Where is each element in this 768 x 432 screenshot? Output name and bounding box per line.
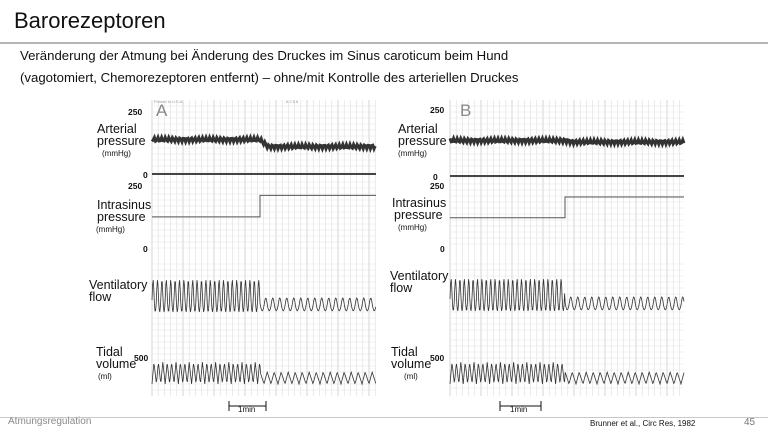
panel-b-letter: B [460,101,472,120]
panel-b-volume-label-2: volume [391,357,432,371]
panel-a-volume-label-2: volume [96,357,137,371]
panel-b-arterial-tick-bottom: 0 [433,172,438,182]
panel-a-arterial-label-1: Arterial [97,122,137,136]
panel-a-intrasinus-label-1: Intrasinus [97,198,152,212]
panel-b-flow-label-2: flow [390,281,413,295]
panel-a-arterial-tick-top: 250 [128,107,143,117]
panel-b-svg [388,96,688,417]
panel-a-intrasinus-tick-bottom: 0 [143,244,148,254]
panel-a-volume-unit: (ml) [98,372,112,381]
panel-b-intrasinus-label-2: pressure [394,208,443,222]
panel-a-traces [152,137,376,384]
figure-panel-a [89,96,380,417]
panel-a-time-label: 1min [238,405,256,414]
panel-b-flow-label-1: Ventilatory [390,269,449,283]
panel-a-volume-label-1: Tidal [96,345,123,359]
panel-a-arterial-label-2: pressure [97,134,146,148]
subtitle-line-1: Veränderung der Atmung bei Änderung des Druckes im Sinus caroticum beim Hund [20,48,509,63]
footer-divider [0,417,768,418]
panel-a-letter: A [156,101,168,120]
panel-b-arterial-pressure-trace [450,138,684,144]
panel-a-print-mark: Printed in U.S.A. [154,99,184,104]
panel-b-intrasinus-tick-bottom: 0 [440,244,445,254]
slide-title: Barorezeptoren [14,8,166,33]
panel-b-intrasinus-tick-top: 250 [430,181,445,191]
subtitle-line-2: (vagotomiert, Chemorezeptoren entfernt) – ohne/mit Kontrolle des arteriellen Druckes [20,70,519,85]
citation: Brunner et al., Circ Res, 1982 [590,419,696,428]
panel-a-arterial-tick-bottom: 0 [143,170,148,180]
panel-a-flow-label-1: Ventilatory [89,278,148,292]
panel-a-print-code: 6 2 5 6 [286,99,299,104]
panel-a-flow-label-2: flow [89,290,112,304]
panel-a-intrasinus-label-2: pressure [97,210,146,224]
panel-b-intrasinus-label-1: Intrasinus [392,196,447,210]
panel-b-volume-label-1: Tidal [391,345,418,359]
panel-b-tidal-volume-trace [450,362,684,384]
panel-a-arterial-unit: (mmHg) [102,149,131,158]
panel-b-arterial-unit: (mmHg) [398,149,427,158]
panel-b-time-label: 1min [510,405,528,414]
title-divider [0,42,768,44]
panel-a-intrasinus-unit: (mmHg) [96,225,125,234]
panel-b-intrasinus-pressure-trace [450,197,684,218]
panel-b-traces [450,138,684,384]
panel-b-intrasinus-unit: (mmHg) [398,223,427,232]
panel-b-arterial-label-2: pressure [398,134,447,148]
panel-a-volume-tick: 500 [134,353,149,363]
page-number: 45 [744,417,756,428]
panel-a-intrasinus-tick-top: 250 [128,181,143,191]
figure-panel-b [388,96,688,417]
panel-b-arterial-tick-top: 250 [430,105,445,115]
panel-b-volume-tick: 500 [430,353,445,363]
panel-b-volume-unit: (ml) [404,372,418,381]
footer-section-label: Atmungsregulation [8,416,92,427]
panel-a-svg [89,96,380,417]
panel-b-arterial-label-1: Arterial [398,122,438,136]
